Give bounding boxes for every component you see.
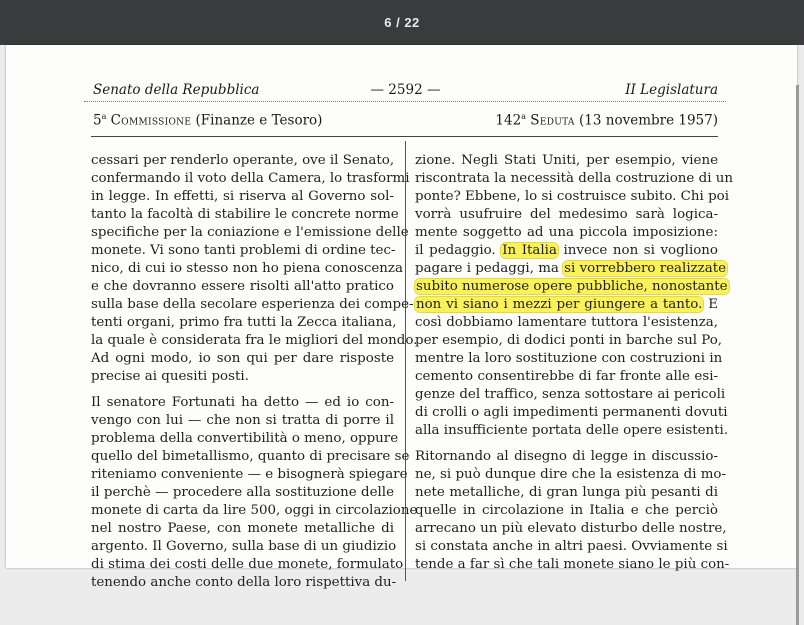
- text-line: quello del bimetallismo, quanto di precisare se: [91, 449, 410, 464]
- running-header: [93, 82, 718, 102]
- session-number: 142: [495, 112, 522, 129]
- text-line: genze del traffico, senza sottostare ai pericoli: [415, 387, 726, 402]
- text-line: nel nostro Paese, con monete metalliche di: [91, 521, 394, 536]
- text-line: monete. Vi sono tanti problemi di ordine tec-: [91, 243, 396, 258]
- right-column: [415, 152, 733, 574]
- subheader: [93, 112, 718, 132]
- text-line: [415, 296, 718, 314]
- text-line: nete metalliche, di gran lunga più pesanti di: [415, 485, 718, 500]
- highlight[interactable]: si vorrebbero realizzate: [564, 261, 726, 276]
- text-line: nico, di cui io stesso non ho piena conoscenza: [91, 261, 403, 276]
- page-edge: [796, 85, 799, 625]
- text-line: di crolli o agli impedimenti permanenti dovuti: [415, 405, 728, 420]
- text-line: e che dovranno essere risolti all'atto pratico: [91, 279, 394, 294]
- text-segment: il pedaggio.: [415, 243, 496, 258]
- commission-label: [93, 112, 322, 129]
- commission-word: Commissione: [110, 112, 192, 129]
- text-segment: invece non si vogliono: [563, 243, 718, 258]
- text-line: specifiche per la coniazione e l'emissione delle: [91, 225, 409, 240]
- header-rule: [91, 136, 718, 137]
- text-line: sulla base della secolare esperienza dei compe-: [91, 297, 414, 312]
- header-legislature: II Legislatura: [625, 82, 718, 98]
- paragraph-gap: [415, 440, 718, 448]
- commission-name: (Finanze e Tesoro): [195, 112, 323, 129]
- page-separator: /: [396, 15, 401, 30]
- text-line: [415, 242, 718, 260]
- text-line: vengo con lui — che non si tratta di porre il: [91, 413, 394, 428]
- current-page: 6: [384, 15, 392, 30]
- text-line: cemento consentirebbe di far fronte alle esi-: [415, 369, 718, 384]
- text-line: la quale è considerata fra le migliori del mondo.: [91, 333, 418, 348]
- text-line: [415, 278, 728, 296]
- text-line: problema della convertibilità o meno, oppure: [91, 431, 399, 446]
- text-line: così dobbiamo lamentare tuttora l'esistenza,: [415, 315, 718, 330]
- text-line: tende a far sì che tali monete siano le più con-: [415, 557, 730, 572]
- text-line: in legge. In effetti, si riserva al Governo sol-: [91, 189, 394, 204]
- text-line: si constata anche in altri paesi. Ovviamente si: [415, 539, 728, 554]
- text-line: cessari per renderlo operante, ove il Senato,: [91, 153, 395, 168]
- text-segment: E: [708, 297, 718, 312]
- text-line: Il senatore Fortunati ha detto — ed io con-: [91, 395, 394, 410]
- text-line: confermando il voto della Camera, lo trasformi: [91, 171, 410, 186]
- text-line: mente soggetto ad una piccola imposizione:: [415, 225, 718, 240]
- text-line: [415, 260, 726, 278]
- session-number-sup: a: [521, 112, 526, 121]
- right-para-1-end: [415, 314, 729, 440]
- page-indicator: [384, 15, 420, 30]
- text-line: precise ai quesiti posti.: [91, 369, 249, 384]
- right-para-1-start: [415, 152, 733, 242]
- text-line: riteniamo conveniente — e bisognerà spiegare: [91, 467, 408, 482]
- session-word: Seduta: [530, 112, 575, 129]
- text-line: Ad ogni modo, io son qui per dare risposte: [91, 351, 394, 366]
- text-line: ponte? Ebbene, lo si costruisce subito. Chi poi: [415, 189, 729, 204]
- text-line: tanto la facoltà di stabilire le concrete norme: [91, 207, 399, 222]
- document-page[interactable]: [6, 45, 797, 590]
- commission-ordinal: 5: [93, 112, 102, 129]
- text-line: ne, si può dunque dire che la esistenza di mo-: [415, 467, 727, 482]
- highlight[interactable]: non vi siano i mezzi per giungere a tanto.: [416, 297, 703, 312]
- right-para-2: [415, 448, 730, 574]
- text-line: mentre la loro sostituzione con costruzioni in: [415, 351, 723, 366]
- text-line: Ritornando al disegno di legge in discussio-: [415, 449, 718, 464]
- text-line: riscontrata la necessità della costruzione di un: [415, 171, 733, 186]
- viewer-toolbar: [0, 0, 804, 45]
- text-line: di stima dei costi delle due monete, formulato: [91, 557, 404, 572]
- text-line: monete di carta da lire 500, oggi in circolazione: [91, 503, 418, 518]
- text-line: per esempio, di dodici ponti in barche sul Po,: [415, 333, 723, 348]
- text-line: zione. Negli Stati Uniti, per esempio, viene: [415, 153, 718, 168]
- text-line: arrecano un più elevato disturbo delle nostre,: [415, 521, 727, 536]
- text-line: quelle in circolazione in Italia e che perciò: [415, 503, 718, 518]
- session-label: [495, 112, 718, 129]
- header-senate: Senato della Repubblica: [93, 82, 260, 98]
- session-date: (13 novembre 1957): [579, 112, 718, 129]
- paragraph-gap: [91, 386, 394, 394]
- header-page-number: — 2592 —: [370, 82, 441, 98]
- text-line: vorrà usufruire del medesimo sarà logica-: [415, 207, 718, 222]
- total-pages: 22: [404, 15, 420, 30]
- highlight[interactable]: subito numerose opere pubbliche, nonostante: [416, 279, 728, 294]
- commission-ordinal-sup: a: [101, 112, 107, 121]
- header-dotted-rule: [84, 101, 726, 102]
- text-line: tenti organi, primo fra tutti la Zecca italiana,: [91, 315, 397, 330]
- text-line: tenendo anche conto della loro rispettiva du-: [91, 575, 397, 590]
- text-line: alla insufficiente portata delle opere esistenti.: [415, 423, 729, 438]
- text-line: argento. Il Governo, sulla base di un giudizio: [91, 539, 397, 554]
- left-column: [91, 152, 418, 592]
- text-line: il perchè — procedere alla sostituzione delle: [91, 485, 394, 500]
- highlight[interactable]: In Italia: [502, 243, 557, 258]
- text-segment: pagare i pedaggi, ma: [415, 261, 559, 276]
